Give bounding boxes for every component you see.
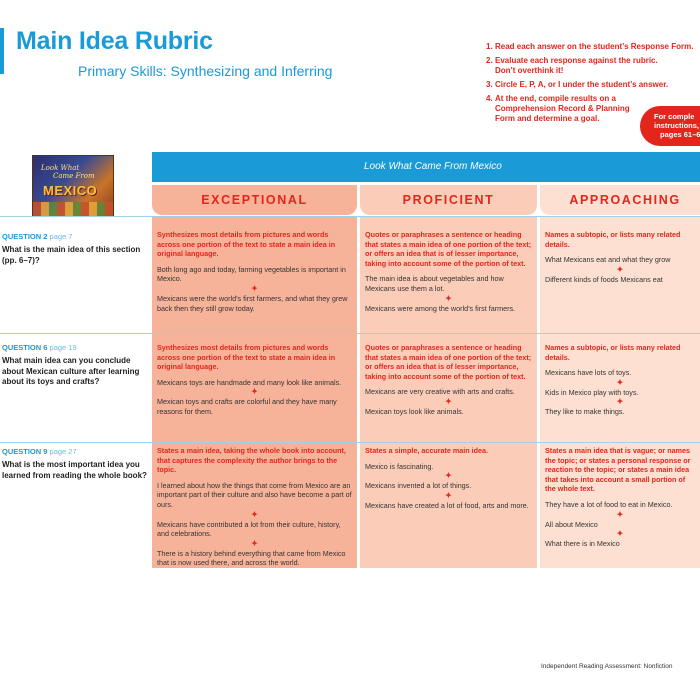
criteria-text: Quotes or paraphrases a sentence or heading that states a main idea of one portion of the text; or offers an idea that is of lesser importance, taking into account some of the portion of text.	[365, 343, 532, 381]
rubric-cell	[152, 343, 357, 417]
rubric-cell	[540, 343, 700, 417]
question-label: QUESTION 2 page 7 What is the main idea of this section (pp. 6–7)?	[2, 232, 148, 266]
criteria-text: States a main idea, taking the whole book into account, that captures the complexity the author brings to the topic.	[157, 446, 346, 475]
sample-response: Mexicans are very creative with arts and crafts.	[365, 387, 515, 397]
rubric-cell	[540, 446, 700, 549]
rubric-cell	[360, 343, 537, 417]
plus-icon: ✦	[251, 283, 258, 293]
row-divider	[0, 216, 700, 217]
criteria-text: States a simple, accurate main idea.	[365, 446, 489, 455]
plus-icon: ✦	[445, 490, 452, 500]
step-item: 2. Evaluate each response against the rubric. Don’t overthink it!	[486, 56, 658, 75]
sample-response: They have a lot of food to eat in Mexico.	[545, 499, 673, 509]
sample-response: Different kinds of foods Mexicans eat	[545, 274, 663, 284]
question-label: QUESTION 9 page 27 What is the most important idea you learned from reading the whole book?	[2, 447, 147, 480]
plus-icon: ✦	[616, 529, 624, 539]
page-footer: Independent Reading Assessment: Nonfiction	[541, 663, 673, 670]
page-subtitle: Primary Skills: Synthesizing and Inferring	[78, 63, 333, 79]
plus-icon: ✦	[445, 293, 452, 303]
rubric-cell	[540, 230, 700, 284]
sample-response: Mexicans were among the world’s first farmers.	[365, 303, 516, 313]
sample-response: Kids in Mexico play with toys.	[545, 387, 639, 397]
sample-response: Mexicans have created a lot of food, arts and more.	[365, 500, 529, 510]
rubric-cell	[360, 230, 537, 313]
plus-icon: ✦	[616, 509, 624, 519]
rubric-cell	[152, 230, 357, 313]
cover-title-main: MEXICO	[43, 183, 98, 198]
title-accent-bar	[0, 28, 4, 74]
rubric-cell	[152, 446, 357, 568]
sample-response: Both long ago and today, farming vegetables is important in Mexico.	[157, 264, 346, 284]
criteria-text: Names a subtopic, or lists many related details.	[545, 230, 681, 249]
question-text: What main idea can you conclude about Mexican culture after learning about its toys and crafts?	[2, 356, 140, 386]
sample-response: Mexicans have contributed a lot from their culture, history, and celebrations.	[157, 519, 341, 539]
criteria-text: Synthesizes most details from pictures and words across one portion of the text to state a main idea in original language.	[157, 230, 336, 259]
sample-response: I learned about how the things that come from Mexico are an important part of their culture and also have become a part of ours.	[157, 480, 352, 509]
book-cover-image	[32, 155, 114, 217]
criteria-text: States a main idea that is vague; or names the topic; or states a personal response or reaction to the topic; or states a main idea that takes into account a small portion of the whole text.	[545, 446, 691, 494]
column-header-approaching: APPROACHING	[540, 185, 700, 215]
plus-icon: ✦	[445, 471, 452, 481]
column-header-proficient: PROFICIENT	[360, 185, 537, 215]
plus-icon: ✦	[616, 264, 624, 274]
step-item: 4. At the end, compile results on a Comprehension Record & Planning Form and determine a goal.	[486, 94, 630, 123]
sample-response: There is a history behind everything that came from Mexico that is now used there, and across the world.	[157, 548, 346, 568]
cover-pattern	[33, 202, 113, 216]
question-label: QUESTION 6 page 19 What main idea can you conclude about Mexican culture after learning about its toys and crafts?	[2, 343, 148, 388]
column-header-exceptional: EXCEPTIONAL	[152, 185, 357, 215]
sample-response: Mexicans toys are handmade and many look like animals.	[157, 377, 342, 387]
sample-response: Mexico is fascinating.	[365, 461, 434, 471]
sample-response: Mexicans have lots of toys.	[545, 368, 632, 378]
page-title: Main Idea Rubric	[16, 27, 213, 55]
plus-icon: ✦	[616, 377, 624, 387]
sample-response: Mexican toys and crafts are colorful and they have many reasons for them.	[157, 397, 337, 416]
sample-response: What Mexicans eat and what they grow	[545, 255, 671, 265]
plus-icon: ✦	[251, 509, 258, 519]
criteria-text: Synthesizes most details from pictures and words across one portion of the text to state a main idea in original language.	[157, 343, 336, 372]
plus-icon: ✦	[616, 397, 624, 407]
sample-response: All about Mexico	[545, 519, 598, 529]
row-divider	[0, 442, 700, 443]
cover-title-line: Look What	[41, 164, 80, 172]
sample-response: The main idea is about vegetables and how Mexicans use them a lot.	[365, 274, 504, 293]
question-text: What is the main idea of this section (pp. 6–7)?	[2, 245, 141, 265]
row-divider	[0, 333, 700, 334]
sample-response: They like to make things.	[545, 407, 625, 417]
sample-response: Mexican toys look like animals.	[365, 406, 464, 416]
plus-icon: ✦	[445, 396, 452, 406]
sample-response: Mexicans were the world’s first farmers, and what they grew back then they still grow today.	[157, 293, 348, 313]
criteria-text: Names a subtopic, or lists many related details.	[545, 343, 681, 362]
sample-response: Mexicans invented a lot of things.	[365, 481, 472, 491]
rubric-cell	[360, 446, 537, 510]
step-item: 3. Circle E, P, A, or I under the student’s answer.	[486, 80, 669, 89]
plus-icon: ✦	[251, 538, 258, 548]
book-title-bar: Look What Came From Mexico	[152, 152, 700, 182]
sample-response: What there is in Mexico	[545, 539, 620, 549]
instructions-badge: For comple instructions, pages 61–6	[640, 106, 700, 146]
step-item: 1. Read each answer on the student’s Response Form.	[486, 42, 694, 51]
criteria-text: Quotes or paraphrases a sentence or heading that states a main idea of one portion of the text; or offers an idea that is of lesser importance, taking into account some of the portion of text.	[365, 230, 532, 268]
plus-icon: ✦	[251, 387, 258, 397]
cover-title-line: Came From	[53, 172, 95, 180]
question-text: What is the most important idea you learned from reading the whole book?	[2, 460, 147, 480]
